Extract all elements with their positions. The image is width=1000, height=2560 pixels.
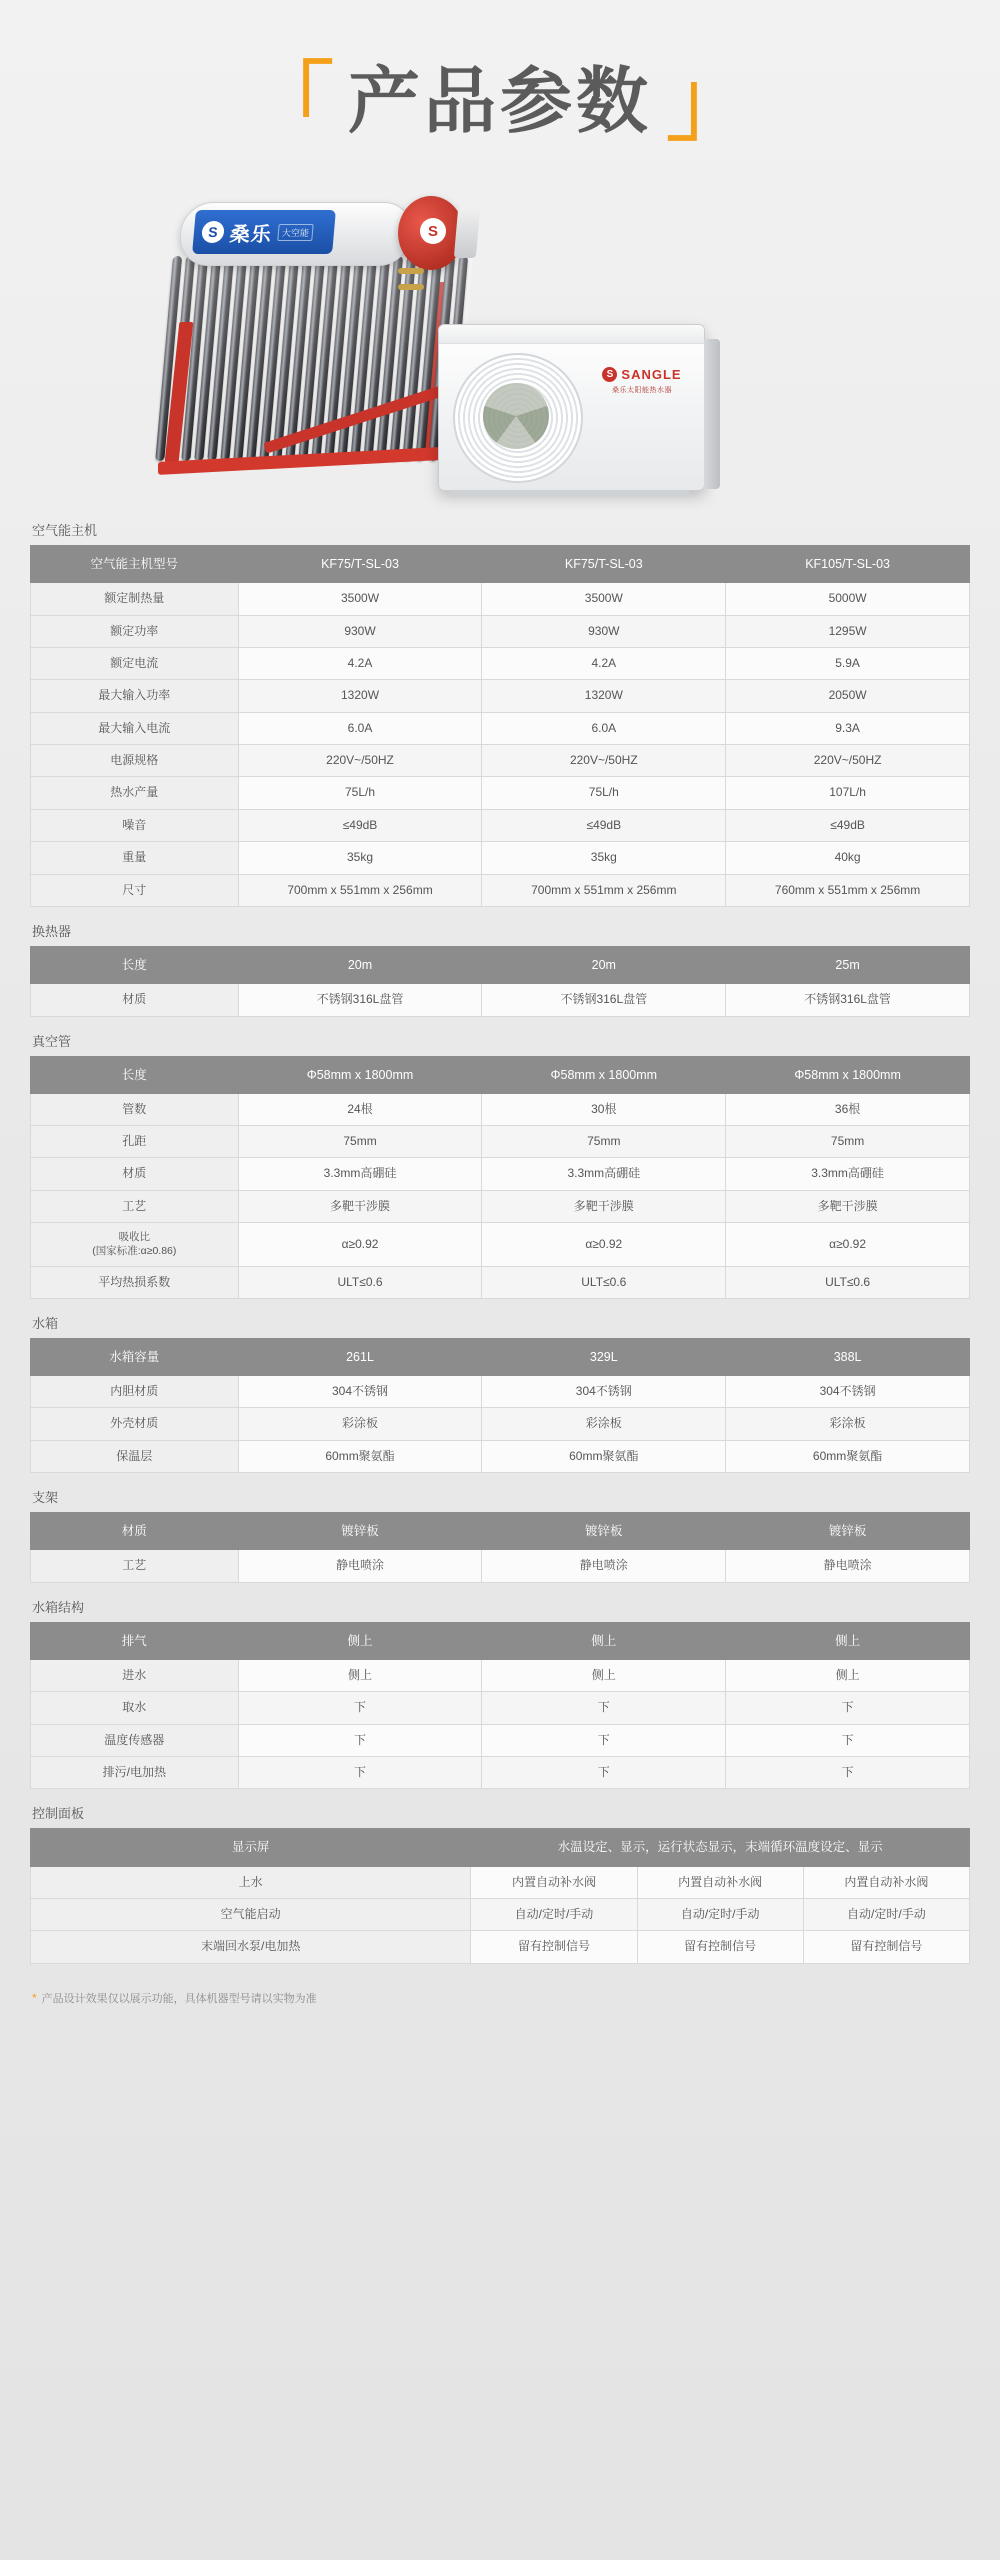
table-cell: 下 bbox=[238, 1724, 482, 1756]
section-label: 支架 bbox=[32, 1490, 59, 1506]
row-label-cell: 尺寸 bbox=[31, 874, 239, 906]
spec-table bbox=[30, 1056, 970, 1299]
table-header-rowlabel: 长度 bbox=[31, 947, 239, 984]
table-header-cell: 侧上 bbox=[238, 1622, 482, 1659]
ac-refrigerant-pipe-upper bbox=[398, 268, 424, 274]
table-header-cell: 20m bbox=[238, 947, 482, 984]
row-label-cell: 材质 bbox=[31, 984, 239, 1016]
table-header-cell: 侧上 bbox=[726, 1622, 970, 1659]
table-cell: 下 bbox=[238, 1757, 482, 1789]
table-header-rowlabel: 水箱容量 bbox=[31, 1338, 239, 1375]
table-cell: 下 bbox=[726, 1724, 970, 1756]
row-label-cell: 吸收比 (国家标准:α≥0.86) bbox=[31, 1223, 239, 1266]
section-label: 控制面板 bbox=[32, 1806, 85, 1822]
table-cell: 75L/h bbox=[482, 777, 726, 809]
table-row bbox=[31, 809, 970, 841]
row-label-cell: 取水 bbox=[31, 1692, 239, 1724]
table-header-cell: 25m bbox=[726, 947, 970, 984]
table-cell: 下 bbox=[482, 1724, 726, 1756]
table-row bbox=[31, 777, 970, 809]
table-cell: 彩涂板 bbox=[482, 1408, 726, 1440]
table-header-row bbox=[31, 947, 970, 984]
table-cell: 5000W bbox=[726, 583, 970, 615]
table-header-cell: 水温设定、显示，运行状态显示，末端循环温度设定、显示 bbox=[471, 1829, 970, 1866]
row-label-cell: 进水 bbox=[31, 1659, 239, 1691]
row-label-cell: 额定制热量 bbox=[31, 583, 239, 615]
row-label-cell: 空气能启动 bbox=[31, 1898, 471, 1930]
table-cell: 6.0A bbox=[238, 712, 482, 744]
table-cell: α≥0.92 bbox=[726, 1223, 970, 1266]
table-row bbox=[31, 984, 970, 1016]
table-row bbox=[31, 647, 970, 679]
table-cell: 304不锈钢 bbox=[726, 1376, 970, 1408]
table-header-row bbox=[31, 1513, 970, 1550]
ac-unit-base bbox=[449, 490, 689, 497]
table-cell: 220V~/50HZ bbox=[482, 745, 726, 777]
row-label-cell: 最大输入功率 bbox=[31, 680, 239, 712]
table-cell: 不锈钢316L盘管 bbox=[238, 984, 482, 1016]
table-row bbox=[31, 1659, 970, 1691]
table-cell: 75mm bbox=[238, 1126, 482, 1158]
table-row bbox=[31, 1692, 970, 1724]
spec-table bbox=[30, 545, 970, 907]
table-header-rowlabel: 显示屏 bbox=[31, 1829, 471, 1866]
table-cell: ULT≤0.6 bbox=[238, 1266, 482, 1298]
table-cell: 1320W bbox=[238, 680, 482, 712]
footnote-text: 产品设计效果仅以展示功能，具体机器型号请以实物为准 bbox=[41, 1992, 317, 2005]
table-row bbox=[31, 1724, 970, 1756]
spec-table bbox=[30, 1828, 970, 1963]
section-label: 空气能主机 bbox=[32, 523, 98, 538]
table-row bbox=[31, 1126, 970, 1158]
table-cell: 36根 bbox=[726, 1093, 970, 1125]
row-label-cell: 末端回水泵/电加热 bbox=[31, 1931, 471, 1963]
table-cell: 彩涂板 bbox=[726, 1408, 970, 1440]
row-label-cell: 工艺 bbox=[31, 1550, 239, 1582]
table-row bbox=[31, 1158, 970, 1190]
row-label-cell: 额定电流 bbox=[31, 647, 239, 679]
table-header-cell: 329L bbox=[482, 1338, 726, 1375]
table-cell: 60mm聚氨酯 bbox=[238, 1440, 482, 1472]
table-cell: 930W bbox=[238, 615, 482, 647]
row-label-cell: 上水 bbox=[31, 1866, 471, 1898]
row-label-cell: 孔距 bbox=[31, 1126, 239, 1158]
row-label-cell: 工艺 bbox=[31, 1190, 239, 1222]
table-cell: 2050W bbox=[726, 680, 970, 712]
table-row bbox=[31, 1931, 970, 1963]
table-header-cell: 20m bbox=[482, 947, 726, 984]
table-cell: 75mm bbox=[482, 1126, 726, 1158]
solar-brand-subtitle: 大空能 bbox=[277, 224, 314, 241]
table-cell: 内置自动补水阀 bbox=[637, 1866, 803, 1898]
table-cell: 自动/定时/手动 bbox=[471, 1898, 637, 1930]
solar-brand-name: 桑乐 bbox=[228, 223, 273, 246]
table-cell: 6.0A bbox=[482, 712, 726, 744]
table-cell: 9.3A bbox=[726, 712, 970, 744]
table-cell: 700mm x 551mm x 256mm bbox=[482, 874, 726, 906]
table-cell: 3.3mm高硼硅 bbox=[726, 1158, 970, 1190]
table-header-row bbox=[31, 1622, 970, 1659]
row-label-cell: 外壳材质 bbox=[31, 1408, 239, 1440]
table-cell: 75mm bbox=[726, 1126, 970, 1158]
table-header-cell: 261L bbox=[238, 1338, 482, 1375]
table-cell: 760mm x 551mm x 256mm bbox=[726, 874, 970, 906]
table-cell: 侧上 bbox=[238, 1659, 482, 1691]
table-cell: 24根 bbox=[238, 1093, 482, 1125]
solar-tank-brand-band bbox=[192, 210, 336, 254]
table-row bbox=[31, 1757, 970, 1789]
ac-unit-side-panel bbox=[704, 339, 720, 489]
table-cell: ≤49dB bbox=[238, 809, 482, 841]
table-row bbox=[31, 712, 970, 744]
table-cell: 304不锈钢 bbox=[238, 1376, 482, 1408]
table-cell: 内置自动补水阀 bbox=[803, 1866, 969, 1898]
table-cell: 30根 bbox=[482, 1093, 726, 1125]
table-cell: 下 bbox=[238, 1692, 482, 1724]
ac-brand-name: SANGLE bbox=[621, 367, 682, 382]
page-header bbox=[0, 0, 1000, 156]
table-cell: 700mm x 551mm x 256mm bbox=[238, 874, 482, 906]
table-cell: 107L/h bbox=[726, 777, 970, 809]
table-cell: 下 bbox=[726, 1757, 970, 1789]
ac-brand-subtitle: 桑乐太阳能热水器 bbox=[612, 387, 672, 394]
row-label-cell: 内胆材质 bbox=[31, 1376, 239, 1408]
ac-unit-top-panel bbox=[439, 325, 704, 344]
table-cell: 1295W bbox=[726, 615, 970, 647]
table-row bbox=[31, 1866, 970, 1898]
table-cell: 3500W bbox=[482, 583, 726, 615]
solar-tank-end-logo-icon: S bbox=[420, 218, 446, 244]
row-label-cell: 重量 bbox=[31, 842, 239, 874]
table-header-cell: KF105/T-SL-03 bbox=[726, 546, 970, 583]
table-cell: 220V~/50HZ bbox=[726, 745, 970, 777]
row-label-cell: 额定功率 bbox=[31, 615, 239, 647]
table-header-cell: KF75/T-SL-03 bbox=[482, 546, 726, 583]
table-cell: 下 bbox=[726, 1692, 970, 1724]
footnote-star-icon: * bbox=[32, 1990, 37, 2005]
table-row bbox=[31, 1223, 970, 1266]
table-row bbox=[31, 1440, 970, 1472]
table-cell: 220V~/50HZ bbox=[238, 745, 482, 777]
table-cell: 60mm聚氨酯 bbox=[482, 1440, 726, 1472]
ac-brand-label bbox=[596, 367, 688, 395]
table-cell: 留有控制信号 bbox=[637, 1931, 803, 1963]
table-cell: 静电喷涂 bbox=[726, 1550, 970, 1582]
bracket-left-icon: 「 bbox=[247, 53, 334, 153]
table-header-cell: Φ58mm x 1800mm bbox=[726, 1056, 970, 1093]
sangle-mark-icon: S bbox=[602, 367, 617, 382]
air-source-outdoor-unit bbox=[438, 324, 705, 491]
table-cell: α≥0.92 bbox=[238, 1223, 482, 1266]
section-label: 水箱结构 bbox=[32, 1599, 85, 1615]
footnote bbox=[32, 1990, 970, 2006]
page-title: 产品参数 bbox=[347, 62, 652, 142]
hero-product-image bbox=[0, 172, 1000, 502]
table-cell: 4.2A bbox=[238, 647, 482, 679]
sangle-logo-icon: S bbox=[201, 221, 225, 243]
table-header-rowlabel: 空气能主机型号 bbox=[31, 546, 239, 583]
table-cell: 3.3mm高硼硅 bbox=[482, 1158, 726, 1190]
table-row bbox=[31, 1266, 970, 1298]
bracket-right-icon: 」 bbox=[666, 53, 752, 153]
solar-tank-side-cap bbox=[454, 208, 480, 258]
table-cell: 3.3mm高硼硅 bbox=[238, 1158, 482, 1190]
table-header-cell: 镀锌板 bbox=[726, 1513, 970, 1550]
table-cell: 下 bbox=[482, 1757, 726, 1789]
table-header-rowlabel: 排气 bbox=[31, 1622, 239, 1659]
table-header-rowlabel: 长度 bbox=[31, 1056, 239, 1093]
row-label-cell: 保温层 bbox=[31, 1440, 239, 1472]
title-wrap bbox=[247, 53, 752, 153]
table-cell: ≤49dB bbox=[726, 809, 970, 841]
table-cell: 静电喷涂 bbox=[482, 1550, 726, 1582]
table-row bbox=[31, 615, 970, 647]
ac-refrigerant-pipe-lower bbox=[398, 284, 424, 290]
table-cell: α≥0.92 bbox=[482, 1223, 726, 1266]
ac-fan-blades-icon bbox=[483, 383, 549, 449]
table-cell: ULT≤0.6 bbox=[726, 1266, 970, 1298]
table-cell: 不锈钢316L盘管 bbox=[726, 984, 970, 1016]
table-header-cell: 镀锌板 bbox=[238, 1513, 482, 1550]
spec-table bbox=[30, 1512, 970, 1583]
table-header-cell: 侧上 bbox=[482, 1622, 726, 1659]
table-header-cell: 镀锌板 bbox=[482, 1513, 726, 1550]
table-cell: 侧上 bbox=[482, 1659, 726, 1691]
table-row bbox=[31, 583, 970, 615]
table-cell: 静电喷涂 bbox=[238, 1550, 482, 1582]
table-cell: 3500W bbox=[238, 583, 482, 615]
table-cell: 5.9A bbox=[726, 647, 970, 679]
spec-table bbox=[30, 946, 970, 1017]
table-row bbox=[31, 1408, 970, 1440]
row-label-cell: 最大输入电流 bbox=[31, 712, 239, 744]
table-cell: 1320W bbox=[482, 680, 726, 712]
table-cell: 多靶干涉膜 bbox=[482, 1190, 726, 1222]
section-label: 水箱 bbox=[32, 1315, 59, 1331]
spec-table bbox=[30, 1622, 970, 1790]
table-cell: ≤49dB bbox=[482, 809, 726, 841]
table-cell: 内置自动补水阀 bbox=[471, 1866, 637, 1898]
table-cell: 60mm聚氨酯 bbox=[726, 1440, 970, 1472]
table-row bbox=[31, 1376, 970, 1408]
table-cell: 930W bbox=[482, 615, 726, 647]
table-header-row bbox=[31, 1338, 970, 1375]
table-cell: 自动/定时/手动 bbox=[803, 1898, 969, 1930]
table-row bbox=[31, 680, 970, 712]
table-header-row bbox=[31, 1056, 970, 1093]
table-header-cell: Φ58mm x 1800mm bbox=[238, 1056, 482, 1093]
hero-inner bbox=[120, 172, 880, 502]
row-label-cell: 排污/电加热 bbox=[31, 1757, 239, 1789]
section-label: 真空管 bbox=[32, 1033, 72, 1049]
table-row bbox=[31, 1093, 970, 1125]
table-cell: 75L/h bbox=[238, 777, 482, 809]
spec-tables-container bbox=[0, 520, 1000, 1964]
section-label: 换热器 bbox=[32, 924, 72, 940]
table-header-cell: 388L bbox=[726, 1338, 970, 1375]
spec-table bbox=[30, 1338, 970, 1473]
row-label-cell: 管数 bbox=[31, 1093, 239, 1125]
table-row bbox=[31, 842, 970, 874]
table-cell: 4.2A bbox=[482, 647, 726, 679]
table-row bbox=[31, 1550, 970, 1582]
row-label-cell: 材质 bbox=[31, 1158, 239, 1190]
table-header-cell: KF75/T-SL-03 bbox=[238, 546, 482, 583]
table-row bbox=[31, 745, 970, 777]
table-cell: 自动/定时/手动 bbox=[637, 1898, 803, 1930]
table-cell: 35kg bbox=[482, 842, 726, 874]
row-label-cell: 温度传感器 bbox=[31, 1724, 239, 1756]
table-cell: 多靶干涉膜 bbox=[238, 1190, 482, 1222]
table-cell: 留有控制信号 bbox=[803, 1931, 969, 1963]
table-header-rowlabel: 材质 bbox=[31, 1513, 239, 1550]
table-cell: 多靶干涉膜 bbox=[726, 1190, 970, 1222]
table-cell: 不锈钢316L盘管 bbox=[482, 984, 726, 1016]
table-header-cell: Φ58mm x 1800mm bbox=[482, 1056, 726, 1093]
table-cell: 留有控制信号 bbox=[471, 1931, 637, 1963]
table-row bbox=[31, 1898, 970, 1930]
table-cell: 彩涂板 bbox=[238, 1408, 482, 1440]
table-row bbox=[31, 874, 970, 906]
table-header-row bbox=[31, 1829, 970, 1866]
table-row bbox=[31, 1190, 970, 1222]
table-cell: 40kg bbox=[726, 842, 970, 874]
table-header-row bbox=[31, 546, 970, 583]
row-label-cell: 噪音 bbox=[31, 809, 239, 841]
table-cell: 侧上 bbox=[726, 1659, 970, 1691]
row-label-cell: 电源规格 bbox=[31, 745, 239, 777]
table-cell: 下 bbox=[482, 1692, 726, 1724]
table-cell: 304不锈钢 bbox=[482, 1376, 726, 1408]
table-cell: 35kg bbox=[238, 842, 482, 874]
table-cell: ULT≤0.6 bbox=[482, 1266, 726, 1298]
row-label-cell: 热水产量 bbox=[31, 777, 239, 809]
row-label-cell: 平均热损系数 bbox=[31, 1266, 239, 1298]
